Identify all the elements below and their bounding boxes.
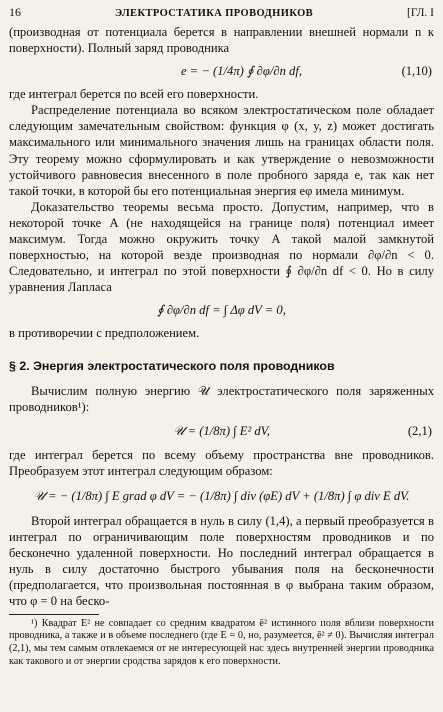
formula-text: ∮ ∂φ/∂n df = ∫ Δφ dV = 0, — [157, 303, 286, 318]
chapter-marker: [ГЛ. I — [407, 7, 434, 19]
formula-text: 𝒰 = (1/8π) ∫ E² dV, — [173, 423, 270, 438]
page-number: 16 — [9, 5, 21, 19]
equation-number: (1,10) — [401, 64, 432, 79]
paragraph: Второй интеграл обращается в нуль в силу (1,4), а первый преобразуется в интеграл по ограничивающим поле поверхностям проводников и по бесконечно удаленной поверхности. Но последний интеграл обращается в нуль в силу достаточно быстрого убывания поля на бесконечности (предполагается, что произвольная постоянная в φ выбрана таким образом, что φ = 0 на беско- — [9, 513, 434, 609]
formula-text: e = − (1/4π) ∮ ∂φ/∂n df, — [181, 64, 302, 79]
footnote — [9, 618, 434, 670]
section-heading: § 2. Энергия электростатического поля проводников — [9, 358, 335, 373]
paragraph: где интеграл берется по всей его поверхности. — [9, 87, 259, 102]
paragraph: Вычислим полную энергию 𝒰 электростатического поля заряженных проводников¹): — [9, 383, 434, 414]
paragraph: Доказательство теоремы весьма просто. Допустим, например, что в некоторой точке A (не находящейся на границе поля) потенциал имеет максимум. Тогда можно окружить точку A такой малой замкнутой поверхностью, на которой везде производная по нормали ∂φ/∂n < 0. Следовательно, и интеграл по этой поверхности ∮ ∂φ/∂n df < 0. Но в силу уравнения Лапласа — [9, 199, 434, 295]
formula-total-charge — [9, 56, 434, 86]
formula-laplace-integral — [9, 295, 434, 325]
formula-text: 𝒰 = − (1/8π) ∫ E grad φ dV = − (1/8π) ∫ div (φE) dV + (1/8π) ∫ φ div E dV. — [33, 488, 410, 503]
equation-number: (2,1) — [407, 423, 432, 438]
running-header — [9, 4, 434, 24]
running-title: ЭЛЕКТРОСТАТИКА ПРОВОДНИКОВ — [114, 8, 314, 19]
formula-energy-transform — [9, 479, 434, 513]
paragraph: (производная от потенциала берется в направлении внешней нормали n к поверхности). Полный заряд проводника — [9, 25, 434, 56]
formula-field-energy — [9, 415, 434, 447]
footnote-text: ¹) Квадрат E² не совпадает со средним квадратом ē² истинного поля вблизи поверхности проводника, а также и в объеме последнего (где E = 0, но, разумеется, ē² ≠ 0). Вычисляя интеграл (2,1), мы тем самым отвлекаемся от не интересующей нас здесь внутренней энергии проводника как такового и от энергии сродства зарядов к его поверхности. — [9, 617, 434, 668]
footnote-divider — [9, 614, 99, 615]
paragraph: Распределение потенциала во всяком электростатическом поле обладает следующим замечательным свойством: функция φ (x, y, z) может достигать максимального или минимального значения лишь на границах области поля. Эту теорему можно сформулировать и как утверждение о невозможности устойчивого равновесия внесенного в поле пробного заряда e, так как нет такой точки, в которой бы его потенциальная энергия eφ имела минимум. — [9, 103, 434, 198]
paragraph: в противоречии с предположением. — [9, 326, 200, 341]
paragraph: где интеграл берется по всему объему пространства вне проводников. Преобразуем этот интеграл следующим образом: — [9, 447, 434, 478]
